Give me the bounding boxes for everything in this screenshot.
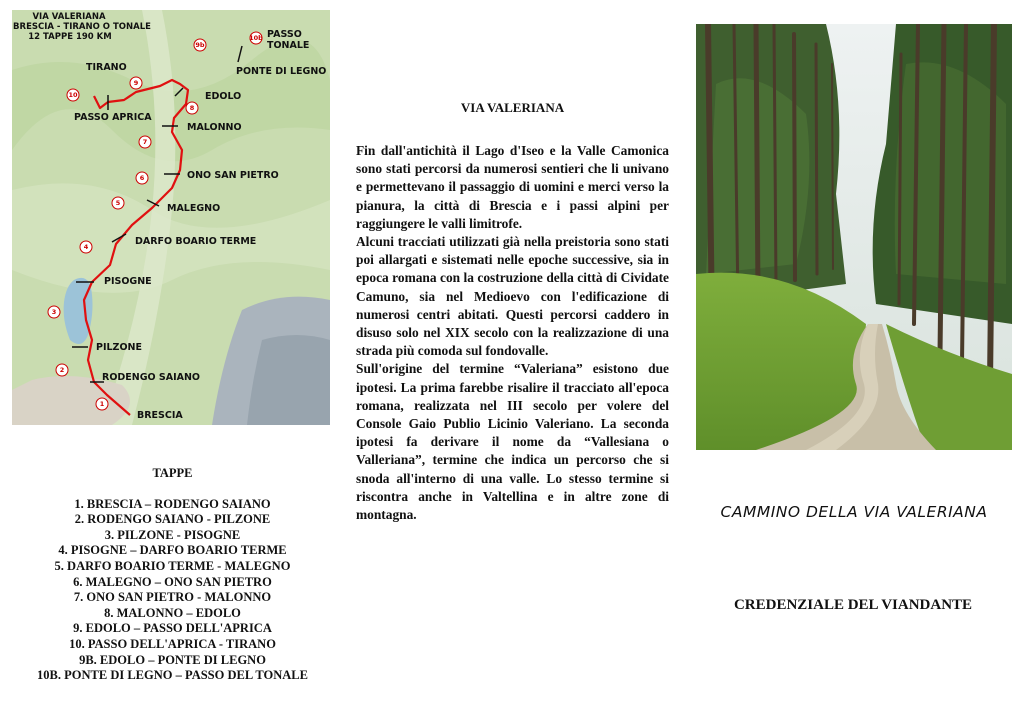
- stages-title: TAPPE: [152, 466, 193, 480]
- stage-item: 6. MALEGNO – ONO SAN PIETRO: [73, 574, 272, 589]
- article-title: VIA VALERIANA: [460, 100, 565, 115]
- label-rodengo: RODENGO SAIANO: [102, 372, 201, 383]
- marker-9b: 9b: [195, 41, 205, 49]
- marker-6: 6: [139, 174, 145, 182]
- forest-path-image: [696, 24, 1012, 450]
- map-stats: 12 TAPPE 190 KM: [28, 32, 112, 42]
- marker-10: 10: [68, 91, 78, 99]
- stage-item: 4. PISOGNE – DARFO BOARIO TERME: [58, 543, 287, 558]
- article: [356, 100, 669, 524]
- marker-3: 3: [51, 308, 57, 316]
- label-malegno: MALEGNO: [167, 203, 221, 214]
- label-ponte-di-legno: PONTE DI LEGNO: [236, 66, 327, 77]
- label-malonno: MALONNO: [187, 122, 242, 133]
- label-passo: PASSO: [267, 29, 302, 40]
- marker-1: 1: [99, 400, 105, 408]
- stage-item: 5. DARFO BOARIO TERME - MALEGNO: [54, 558, 291, 573]
- map-subtitle: BRESCIA - TIRANO O TONALE: [13, 22, 151, 32]
- stage-item: 9. EDOLO – PASSO DELL'APRICA: [73, 621, 272, 636]
- walk-heading: CAMMINO DELLA VIA VALERIANA: [720, 503, 988, 521]
- stage-item: 2. RODENGO SAIANO - PILZONE: [74, 512, 271, 527]
- stage-item: 10. PASSO DELL'APRICA - TIRANO: [69, 636, 276, 651]
- route-map: [12, 10, 330, 425]
- stage-item: 9B. EDOLO – PONTE DI LEGNO: [79, 652, 266, 667]
- map-title: VIA VALERIANA: [32, 12, 106, 22]
- marker-9: 9: [133, 79, 139, 87]
- marker-7: 7: [142, 138, 148, 146]
- forest-path-photo: [696, 24, 1012, 450]
- article-paragraph: Sull'origine del termine “Valeriana” esistono due ipotesi. La prima farebbe risalire il tracciato all'epoca romana, realizzata nel III secolo per volere del Console Gaio Publio Licinio Valeriano. La seconda ipotesi fa derivare il nome da “Vallesiana o Valleriana”, termine che indica un percorso che si snoda all'interno di una valle. Lo stesso termine si riscontra anche in Valtellina e in altre zone di montagna.: [356, 361, 669, 523]
- credential-heading: CREDENZIALE DEL VIANDANTE: [733, 597, 973, 613]
- marker-4: 4: [83, 243, 89, 251]
- label-tirano: TIRANO: [86, 62, 127, 73]
- route-map-graphic: [12, 10, 330, 425]
- label-passo-aprica: PASSO APRICA: [74, 112, 152, 123]
- marker-5: 5: [115, 199, 121, 207]
- marker-2: 2: [59, 366, 65, 374]
- label-brescia: BRESCIA: [137, 410, 183, 421]
- label-pilzone: PILZONE: [96, 342, 142, 353]
- stage-item: 3. PILZONE - PISOGNE: [104, 527, 241, 542]
- stage-item: 10B. PONTE DI LEGNO – PASSO DEL TONALE: [37, 668, 308, 683]
- stage-item: 8. MALONNO – EDOLO: [104, 605, 241, 620]
- article-paragraph: Alcuni tracciati utilizzati già nella preistoria sono stati poi allargati e sistemati nelle epoche successive, sia in epoca romana con la costruzione della città di Cividate Camuno, sia nel Medioevo con l'edificazione di numerosi centri abitati. Questi percorsi caddero in disuso solo nel XIX secolo con la realizzazione di una strada più comoda sul fondovalle.: [356, 234, 669, 359]
- label-ono-san-pietro: ONO SAN PIETRO: [187, 170, 279, 181]
- stages-list: [0, 466, 345, 684]
- label-edolo: EDOLO: [205, 91, 242, 102]
- stage-item: 7. ONO SAN PIETRO - MALONNO: [73, 590, 272, 605]
- article-paragraph: Fin dall'antichità il Lago d'Iseo e la Valle Camonica sono stati percorsi da numerosi sentieri che li univano e permettevano il passaggio di uomini e merci verso la pianura, la città di Brescia e i passi alpini per raggiungere le valli limitrofe.: [356, 143, 669, 231]
- marker-10b: 10b: [249, 34, 263, 42]
- stage-item: 1. BRESCIA – RODENGO SAIANO: [74, 496, 271, 511]
- label-pisogne: PISOGNE: [104, 276, 152, 287]
- label-darfo: DARFO BOARIO TERME: [135, 236, 257, 247]
- label-tonale: TONALE: [267, 40, 310, 51]
- marker-8: 8: [189, 104, 195, 112]
